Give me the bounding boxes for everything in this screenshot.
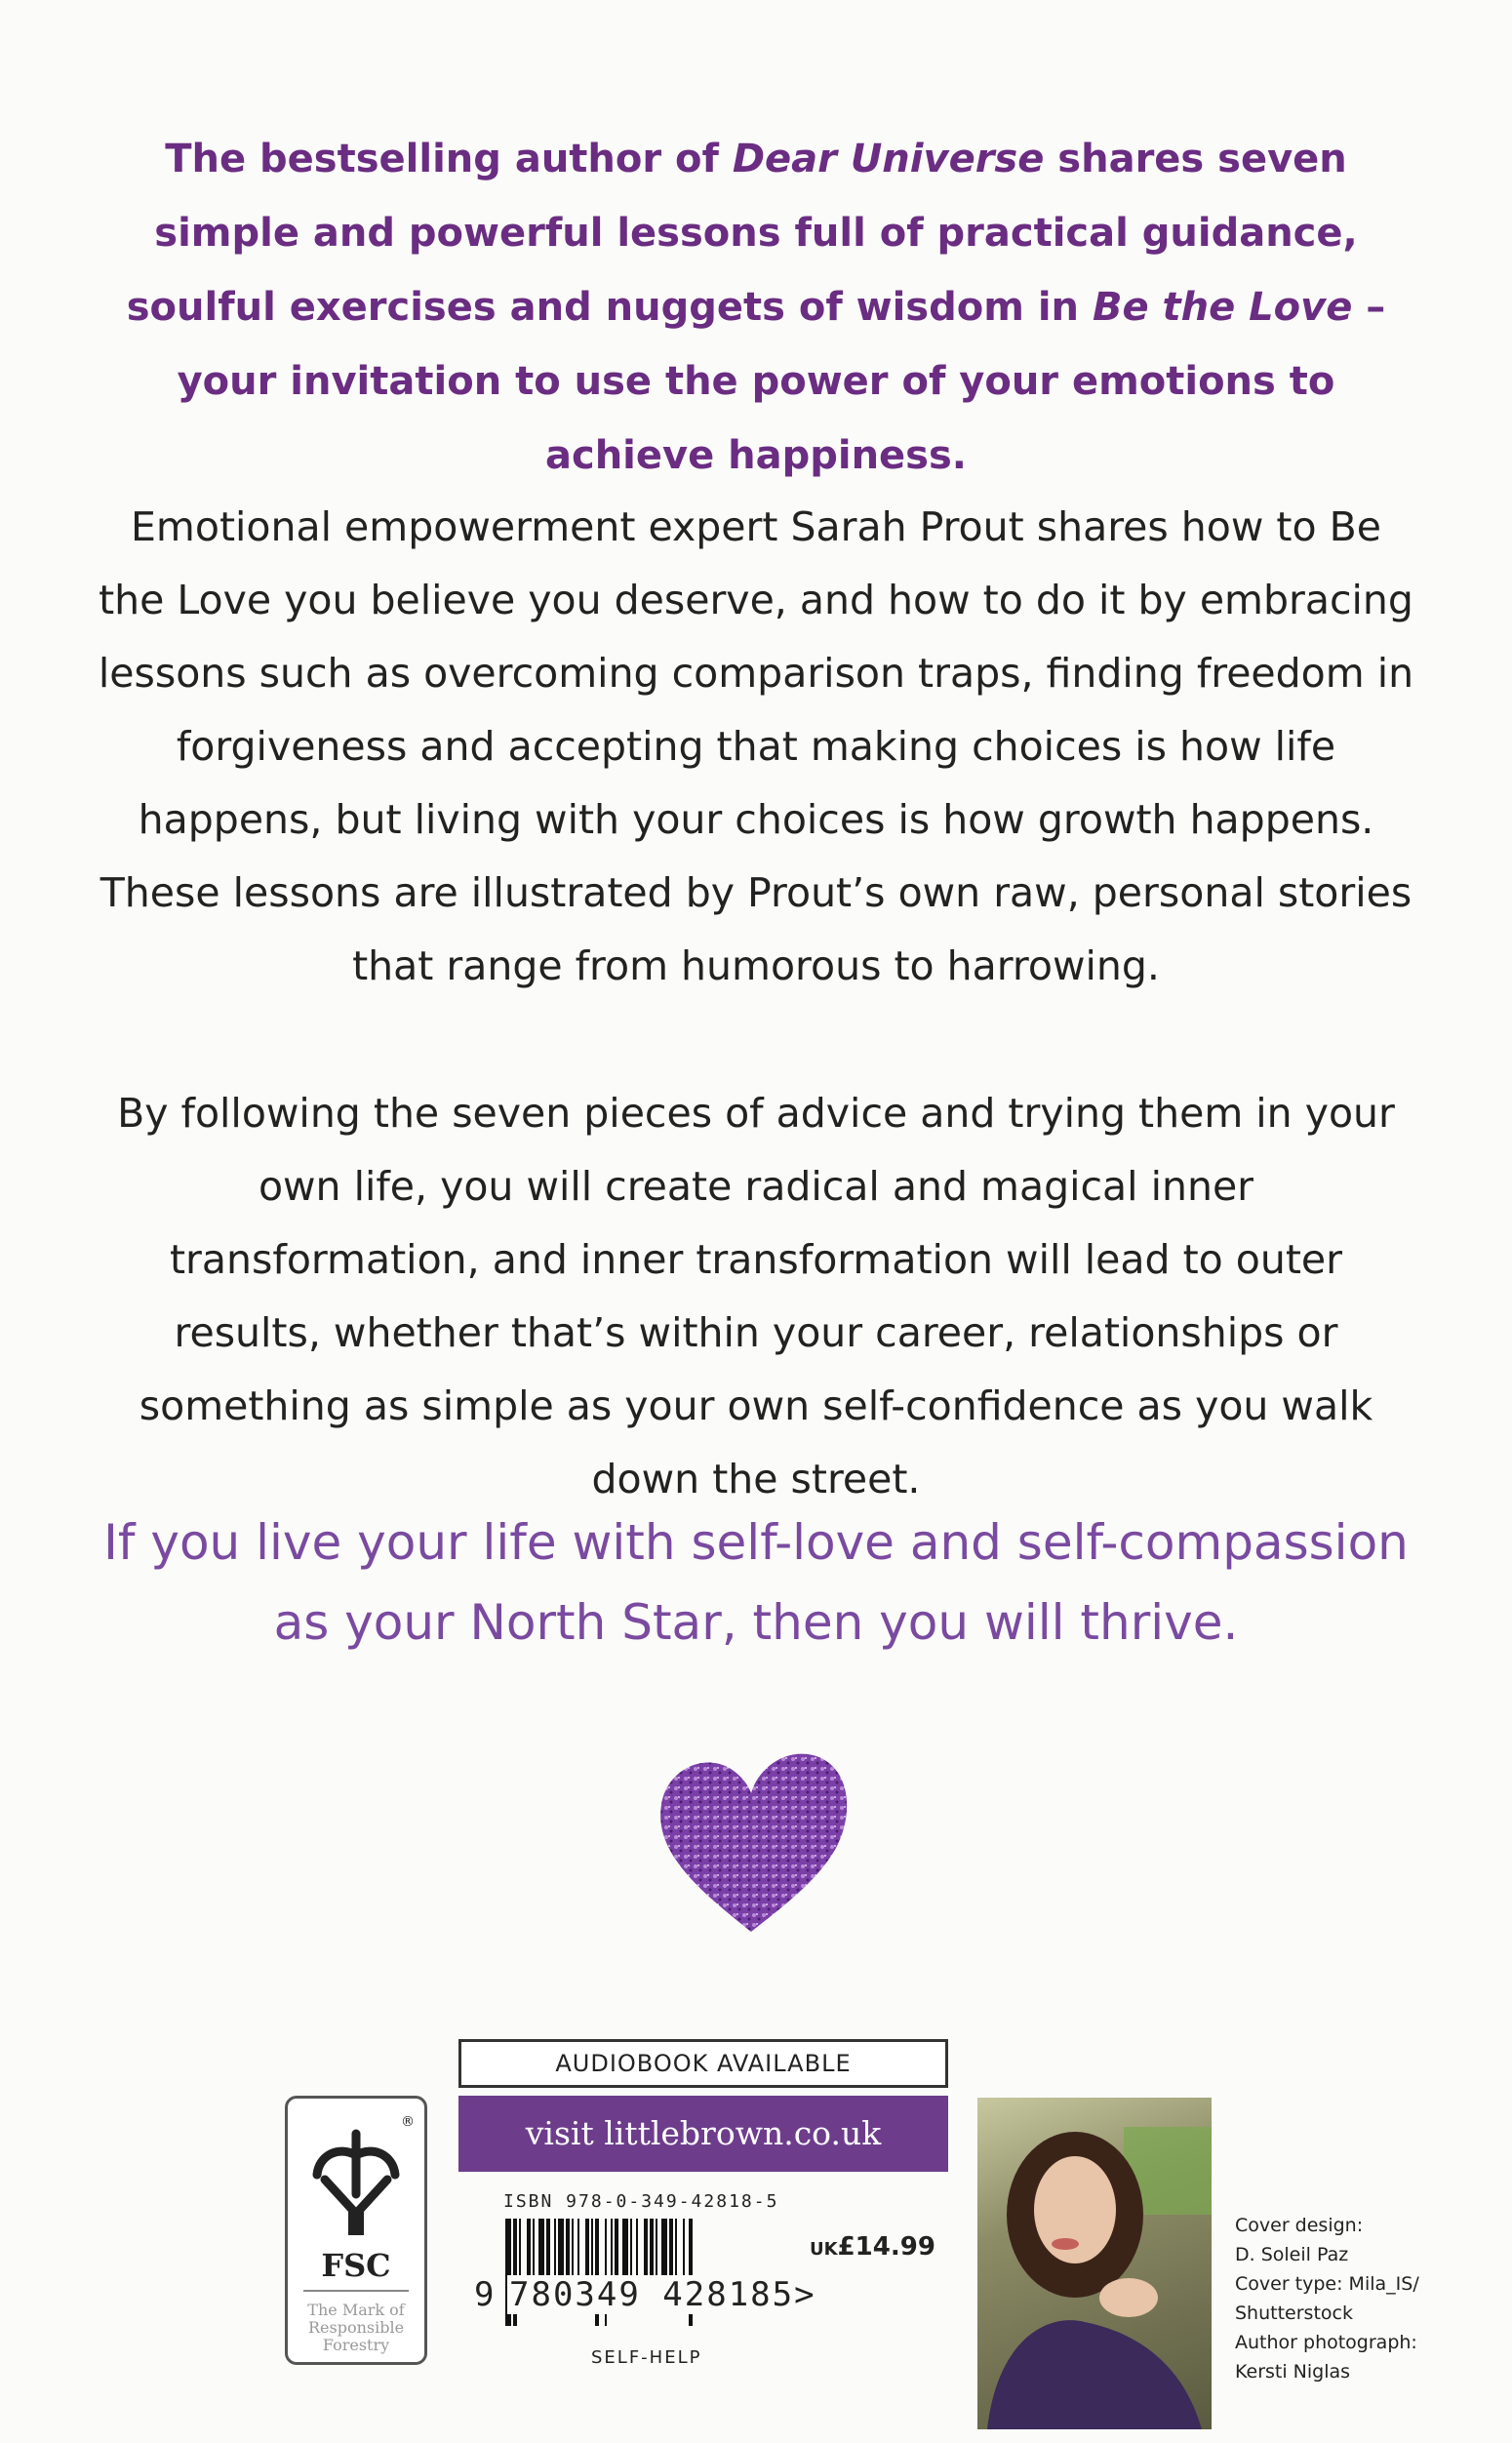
barcode-first-digit: 9 — [474, 2275, 495, 2314]
price-label — [810, 2232, 935, 2262]
credit-line: D. Soleil Paz — [1235, 2244, 1349, 2265]
lead-text-2: shares seven simple and powerful lessons full of practical guidance, soulful exercises and nuggets of wisdom in — [126, 137, 1358, 330]
credit-line: Kersti Niglas — [1235, 2361, 1351, 2383]
pull-quote: If you live your life with self-love and self-compassion as your North Star, then you will thrive. — [103, 1514, 1409, 1651]
credit-line: Author photograph: — [1235, 2332, 1417, 2353]
credit-line: Cover type: Mila_IS/ — [1235, 2273, 1419, 2295]
fsc-mark-text: The Mark of Responsible Forestry — [307, 2301, 405, 2354]
price-value: £14.99 — [837, 2232, 935, 2262]
book-title-be-the-love: Be the Love — [1092, 285, 1353, 330]
lead-text-3: – your invitation to use the power of your emotions to achieve happiness. — [177, 285, 1386, 478]
isbn-number: ISBN 978-0-349-42818-5 — [503, 2191, 779, 2212]
credit-line: Cover design: — [1235, 2215, 1364, 2236]
publisher-website-banner: visit littlebrown.co.uk — [458, 2096, 948, 2172]
barcode-number: 780349 428185 — [509, 2275, 795, 2314]
lead-text-1: The bestselling author of — [165, 137, 733, 181]
barcode-arrow: > — [794, 2275, 816, 2314]
cover-credits — [1235, 2211, 1469, 2386]
fsc-logo — [285, 2096, 427, 2365]
author-photo — [977, 2098, 1212, 2429]
fsc-tree-icon — [305, 2126, 407, 2243]
book-title-dear-universe: Dear Universe — [732, 137, 1045, 181]
description-paragraph-2: By following the seven pieces of advice and trying them in your own life, you will create radical and magical inner transformation, and inner transformation will lead to outer results, whether that’s within your career, relationships or something as simple as your own self-confidence as you walk down the street. — [117, 1090, 1395, 1502]
fsc-label: FSC — [321, 2247, 391, 2284]
fsc-divider — [303, 2290, 409, 2292]
audiobook-available-box: AUDIOBOOK AVAILABLE — [458, 2039, 948, 2088]
price-prefix: UK — [810, 2239, 838, 2260]
barcode-digits — [507, 2275, 818, 2314]
lead-blurb — [98, 122, 1414, 493]
description-paragraph-1: Emotional empowerment expert Sarah Prout shares how to Be the Love you believe you deserve, and how to do it by embracing lessons such as overcoming comparison traps, finding freedom in forgiveness and accepting that making choices is how life happens, but living with your choices is how growth happens. These lessons are illustrated by Prout’s own raw, personal stories that range from humorous to harrowing. — [98, 503, 1414, 989]
author-portrait-illustration — [977, 2098, 1212, 2429]
registered-mark: ® — [401, 2114, 415, 2130]
heart-icon — [644, 1737, 858, 1942]
category-label: SELF-HELP — [591, 2347, 702, 2368]
credit-line: Shutterstock — [1235, 2303, 1353, 2324]
